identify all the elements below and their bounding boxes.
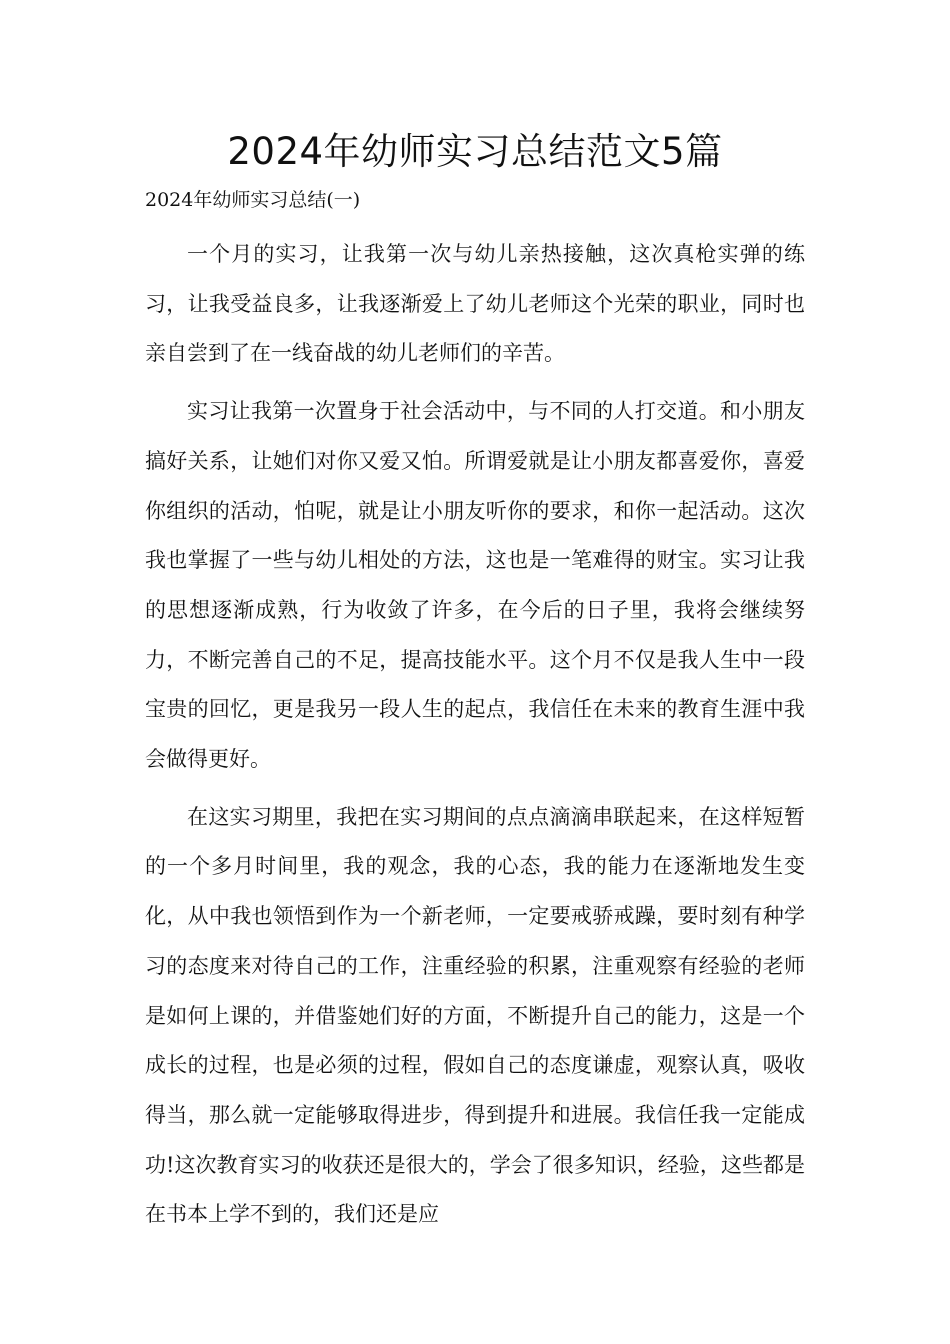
paragraph-2: 实习让我第一次置身于社会活动中，与不同的人打交道。和小朋友搞好关系，让她们对你又爱又怕。所谓爱就是让小朋友都喜爱你，喜爱你组织的活动，怕呢，就是让小朋友听你的要求，和你一起活动。这次我也掌握了一些与幼儿相处的方法，这也是一笔难得的财宝。实习让我的思想逐渐成熟，行为收敛了许多，在今后的日子里，我将会继续努力，不断完善自己的不足，提高技能水平。这个月不仅是我人生中一段宝贵的回忆，更是我另一段人生的起点，我信任在未来的教育生涯中我会做得更好。 [145,399,805,772]
paragraph-1: 一个月的实习，让我第一次与幼儿亲热接触，这次真枪实弹的练习，让我受益良多，让我逐渐爱上了幼儿老师这个光荣的职业，同时也亲自尝到了在一线奋战的幼儿老师们的辛苦。 [145,242,805,366]
document-title: 2024年幼师实习总结范文5篇 [227,130,723,173]
section-heading: 2024年幼师实习总结(一) [145,189,361,211]
paragraph-3: 在这实习期里，我把在实习期间的点点滴滴串联起来，在这样短暂的一个多月时间里，我的观念，我的心态，我的能力在逐渐地发生变化，从中我也领悟到作为一个新老师，一定要戒骄戒躁，要时刻有种学习的态度来对待自己的工作，注重经验的积累，注重观察有经验的老师是如何上课的，并借鉴她们好的方面，不断提升自己的能力，这是一个成长的过程，也是必须的过程，假如自己的态度谦虚，观察认真，吸收得当，那么就一定能够取得进步，得到提升和进展。我信任我一定能成功!这次教育实习的收获还是很大的，学会了很多知识，经验，这些都是在书本上学不到的，我们还是应 [145,804,805,1227]
document-body [145,230,805,1248]
